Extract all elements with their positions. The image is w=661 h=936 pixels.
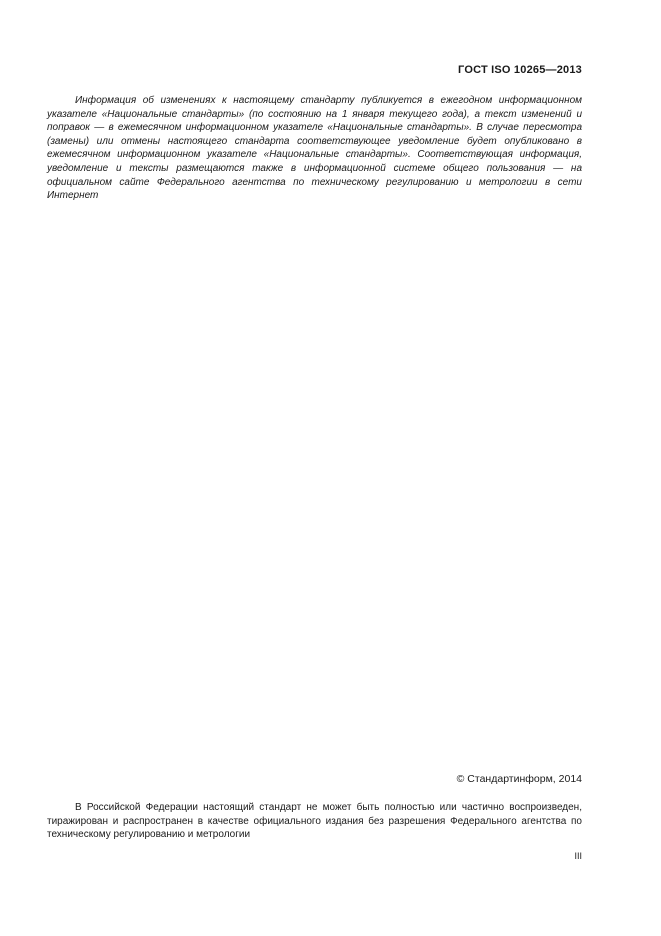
page-number: III (574, 851, 582, 861)
amendment-information-notice: Информация об изменениях к настоящему стандарту публикуется в ежегодном информационном указателе «Национальные стандарты» (по состоянию на 1 января текущего года), а текст изменений и поправок — в ежемесячном информационном указателе «Национальные стандарты». В случае пересмотра (замены) или отмены настоящего стандарта соответствующее уведомление будет опубликовано в ежемесячном информационном указателе «Национальные стандарты». Соответствующая информация, уведомление и тексты размещаются также в информационной системе общего пользования — на официальном сайте Федерального агентства по техническому регулированию и метрологии в сети Интернет (47, 95, 582, 202)
reproduction-restriction-notice: В Российской Федерации настоящий стандарт не может быть полностью или частично воспроизведен, тиражирован и распространен в качестве официального издания без разрешения Федерального агентства по техническому регулированию и метрологии (47, 802, 582, 841)
copyright-line: © Стандартинформ, 2014 (456, 773, 582, 785)
standard-code-header: ГОСТ ISO 10265—2013 (458, 64, 582, 76)
